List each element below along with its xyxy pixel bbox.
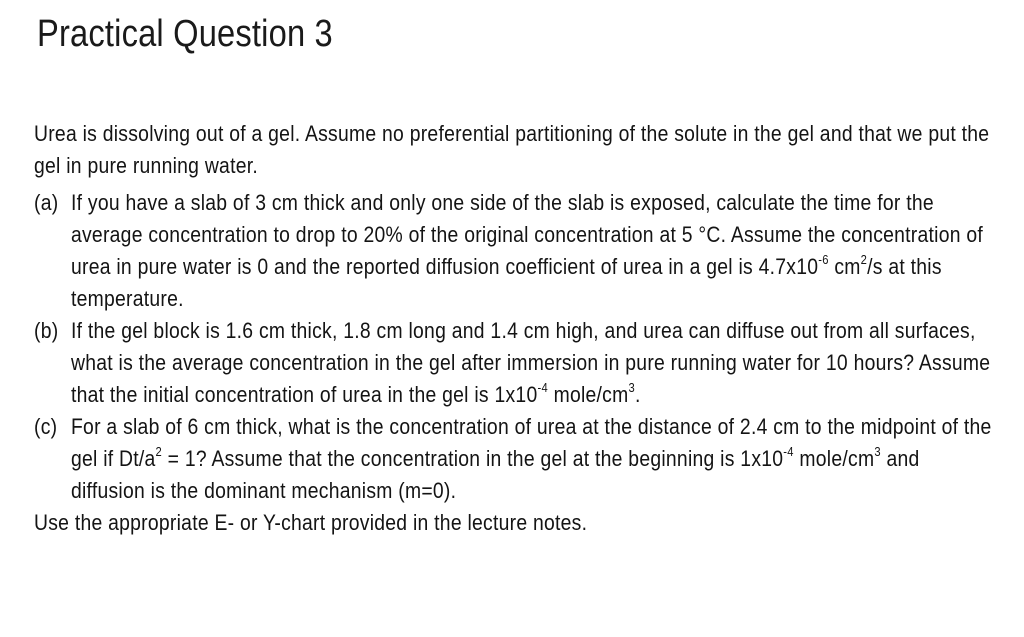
part-text: If the gel block is 1.6 cm thick, 1.8 cm long and 1.4 cm high, and urea can diffuse out from all surfaces, what is the average concentration in the gel after immersion in pure running water for 10 hours? Assume that the initial concentration of urea in the gel is 1x10: [70, 318, 991, 407]
superscript: -4: [783, 443, 794, 459]
intro-paragraph: Urea is dissolving out of a gel. Assume no preferential partitioning of the solute in the gel and that we put the gel in pure running water.: [34, 121, 990, 178]
part-text: mole/cm: [793, 446, 875, 471]
superscript: 2: [860, 251, 868, 267]
part-text: If you have a slab of 3 cm thick and only one side of the slab is exposed, calculate the time for the average concentration to drop to 20% of the original concentration at 5 °C. Assume the concentration of urea in pure water is 0 and the reported diffusion coefficient of urea in a gel is 4.7x10: [70, 190, 984, 279]
question-part-a: [34, 187, 997, 315]
question-part-b: [34, 315, 997, 411]
part-label: (c): [34, 414, 58, 439]
closing-instruction: Use the appropriate E- or Y-chart provided in the lecture notes.: [34, 510, 588, 535]
part-text: cm: [828, 254, 861, 279]
part-text: /s at this temperature.: [70, 254, 942, 311]
superscript: -6: [818, 251, 829, 267]
superscript: 2: [155, 443, 163, 459]
part-label: (a): [34, 190, 59, 215]
page-title: Practical Question 3: [37, 13, 333, 55]
part-text: .: [634, 382, 641, 407]
part-text: mole/cm: [547, 382, 629, 407]
superscript: 3: [874, 443, 881, 459]
superscript: -4: [537, 379, 548, 395]
question-body: [34, 118, 997, 539]
question-part-c: [34, 411, 997, 507]
part-text: For a slab of 6 cm thick, what is the concentration of urea at the distance of 2.4 cm to the midpoint of the gel if Dt/a: [70, 414, 992, 471]
part-text: and diffusion is the dominant mechanism (m=0).: [70, 446, 920, 503]
part-label: (b): [34, 318, 59, 343]
superscript: 3: [628, 379, 635, 395]
part-text: = 1? Assume that the concentration in the gel at the beginning is 1x10: [162, 446, 784, 471]
